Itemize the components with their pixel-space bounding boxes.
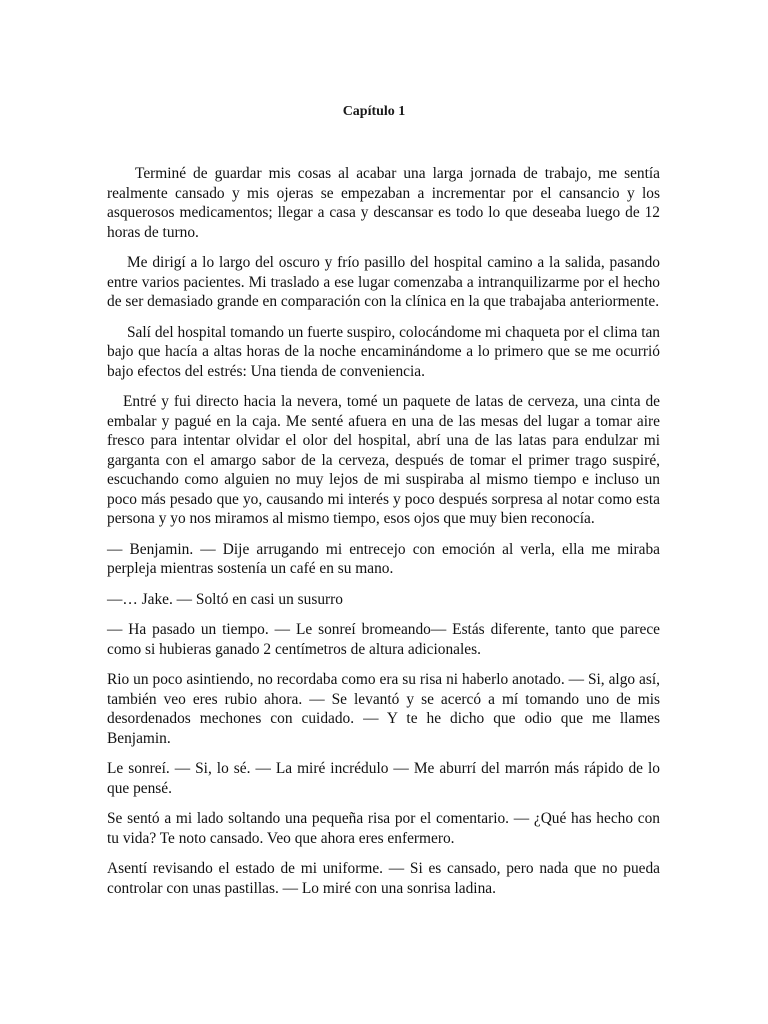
dialogue-6: Se sentó a mi lado soltando una pequeña risa por el comentario. — ¿Qué has hecho con tu vida? Te noto cansado. Veo que ahora eres enfermero. — [107, 810, 660, 847]
chapter-title: Capítulo 1 — [342, 104, 406, 119]
paragraph-2: Me dirigí a lo largo del oscuro y frío pasillo del hospital camino a la salida, pasando entre varios pacientes. Mi traslado a ese lugar comenzaba a intranquilizarme por el hecho de ser demasiado grande en comparación con la clínica en la que trabajaba anteriormente. — [107, 254, 660, 310]
dialogue-4: Rio un poco asintiendo, no recordaba como era su risa ni haberlo anotado. — Si, algo así, también veo eres rubio ahora. — Se levantó y se acercó a mí tomando uno de mis desordenados mechones con cuidado. — Y te he dicho que odio que me llames Benjamin. — [107, 671, 660, 747]
dialogue-7: Asentí revisando el estado de mi uniforme. — Si es cansado, pero nada que no pueda controlar con unas pastillas. — Lo miré con una sonrisa ladina. — [107, 860, 660, 897]
paragraph-3: Salí del hospital tomando un fuerte suspiro, colocándome mi chaqueta por el clima tan bajo que hacía a altas horas de la noche encaminándome a lo primero que se me ocurrió bajo efectos del estrés: Una tienda de conveniencia. — [107, 323, 660, 380]
dialogue-1: — Benjamin. — Dije arrugando mi entrecejo con emoción al verla, ella me miraba perpleja mientras sostenía un café en su mano. — [107, 540, 660, 577]
paragraph-4: Entré y fui directo hacia la nevera, tomé un paquete de latas de cerveza, una cinta de embalar y pagué en la caja. Me senté afuera en una de las mesas del lugar a tomar aire fresco para intentar olvidar el olor del hospital, abrí una de las latas para endulzar mi garganta con el amargo sabor de la cerveza, después de tomar el primer trago suspiré, escuchando como alguien no muy lejos de mi suspiraba al mismo tiempo e incluso un poco más pesado que yo, causando mi interés y poco después sorpresa al notar como esta persona y yo nos miramos al mismo tiempo, esos ojos que muy bien reconocía. — [107, 393, 660, 527]
dialogue-3: — Ha pasado un tiempo. — Le sonreí bromeando— Estás diferente, tanto que parece como si hubieras ganado 2 centímetros de altura adicionales. — [107, 621, 660, 658]
paragraph-1: Terminé de guardar mis cosas al acabar una larga jornada de trabajo, me sentía realmente cansado y mis ojeras se empezaban a incrementar por el cansancio y los asquerosos medicamentos; llegar a casa y descansar es todo lo que deseaba luego de 12 horas de turno. — [107, 165, 660, 241]
body-text — [107, 164, 660, 898]
dialogue-5: Le sonreí. — Si, lo sé. — La miré incrédulo — Me aburrí del marrón más rápido de lo que pensé. — [107, 760, 660, 797]
dialogue-2: —… Jake. — Soltó en casi un susurro — [107, 590, 343, 608]
